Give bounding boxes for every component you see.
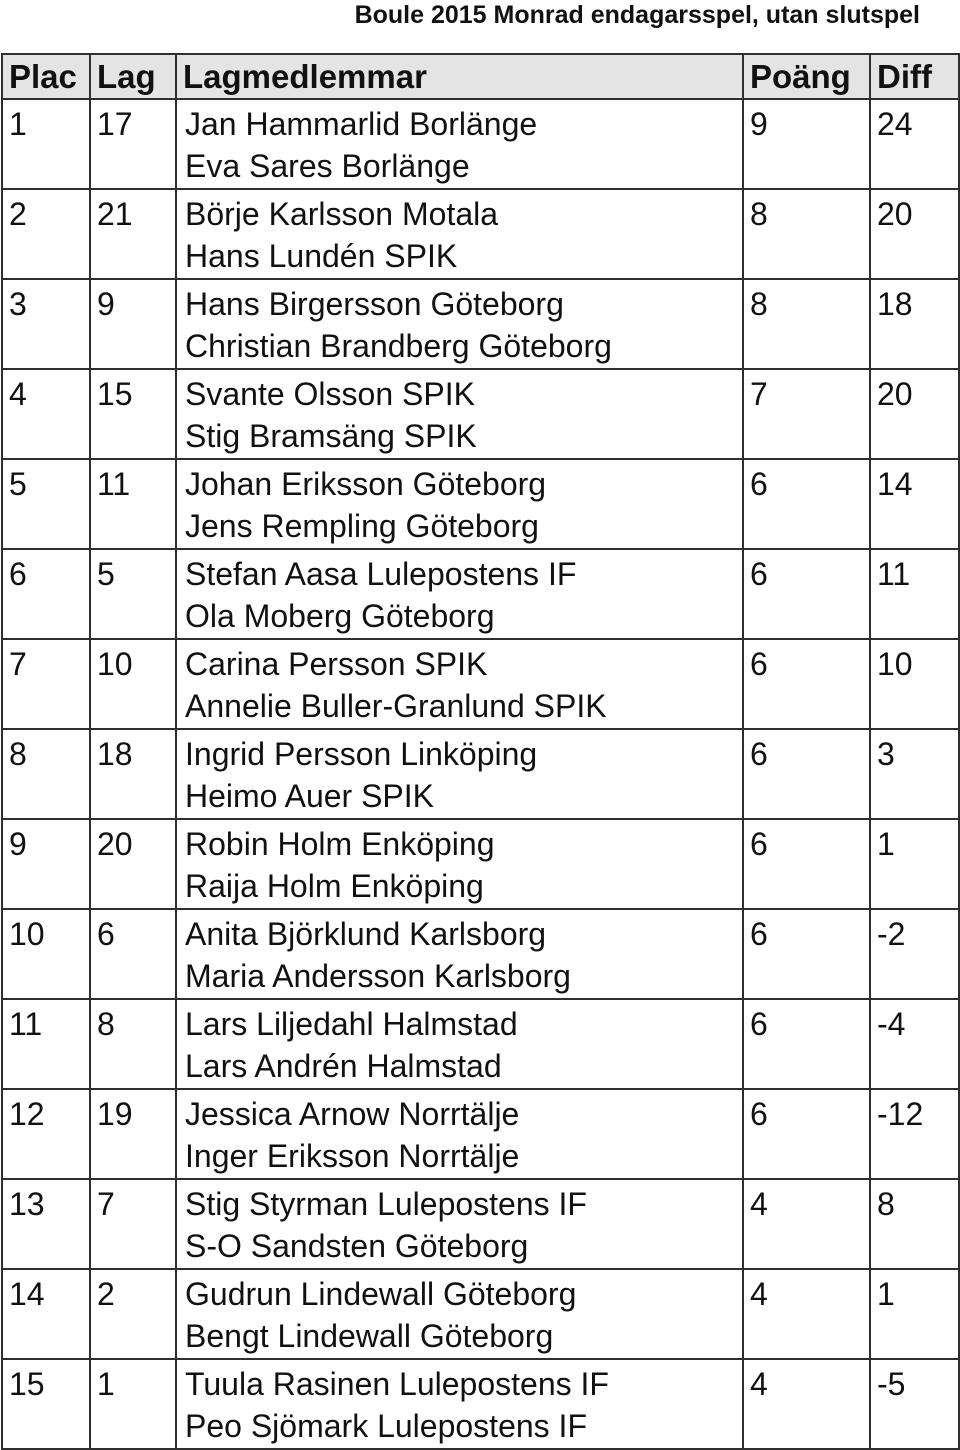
team-member: Ingrid Persson Linköping (185, 736, 538, 772)
team-member: Maria Andersson Karlsborg (185, 958, 571, 994)
team-member: Annelie Buller-Granlund SPIK (185, 688, 607, 724)
table-row (2, 729, 959, 819)
cell-lag: 10 (90, 639, 176, 729)
cell-plac: 14 (2, 1269, 90, 1359)
team-member: Carina Persson SPIK (185, 646, 488, 682)
cell-members (176, 639, 743, 729)
cell-plac: 2 (2, 189, 90, 279)
cell-poang: 6 (743, 639, 870, 729)
cell-lag: 20 (90, 819, 176, 909)
cell-diff: 20 (870, 369, 959, 459)
team-member: Svante Olsson SPIK (185, 376, 475, 412)
cell-lag: 18 (90, 729, 176, 819)
header-row (2, 54, 959, 99)
team-member: Jan Hammarlid Borlänge (185, 106, 538, 142)
cell-plac: 12 (2, 1089, 90, 1179)
cell-lag: 1 (90, 1359, 176, 1449)
header-plac: Plac (2, 54, 90, 99)
cell-lag: 2 (90, 1269, 176, 1359)
cell-diff: -4 (870, 999, 959, 1089)
cell-diff: 10 (870, 639, 959, 729)
team-member: S-O Sandsten Göteborg (185, 1228, 529, 1264)
cell-plac: 10 (2, 909, 90, 999)
cell-plac: 7 (2, 639, 90, 729)
team-member: Börje Karlsson Motala (185, 196, 499, 232)
cell-plac: 6 (2, 549, 90, 639)
team-member: Johan Eriksson Göteborg (185, 466, 547, 502)
table-row (2, 459, 959, 549)
team-member: Hans Lundén SPIK (185, 238, 458, 274)
cell-members (176, 1179, 743, 1269)
table-row (2, 819, 959, 909)
cell-lag: 17 (90, 99, 176, 189)
cell-poang: 4 (743, 1269, 870, 1359)
table-row (2, 1359, 959, 1449)
cell-lag: 8 (90, 999, 176, 1089)
cell-lag: 5 (90, 549, 176, 639)
table-row (2, 1089, 959, 1179)
team-member: Lars Liljedahl Halmstad (185, 1006, 518, 1042)
team-member: Tuula Rasinen Lulepostens IF (185, 1366, 609, 1402)
team-member: Raija Holm Enköping (185, 868, 484, 904)
cell-diff: 20 (870, 189, 959, 279)
cell-plac: 1 (2, 99, 90, 189)
table-row (2, 639, 959, 729)
header-lag: Lag (90, 54, 176, 99)
table-row (2, 909, 959, 999)
cell-plac: 11 (2, 999, 90, 1089)
cell-members (176, 1089, 743, 1179)
team-member: Gudrun Lindewall Göteborg (185, 1276, 577, 1312)
team-member: Robin Holm Enköping (185, 826, 495, 862)
cell-members (176, 549, 743, 639)
cell-lag: 21 (90, 189, 176, 279)
cell-poang: 6 (743, 909, 870, 999)
table-row (2, 1269, 959, 1359)
cell-lag: 15 (90, 369, 176, 459)
cell-plac: 13 (2, 1179, 90, 1269)
cell-poang: 6 (743, 819, 870, 909)
header-diff: Diff (870, 54, 959, 99)
cell-poang: 9 (743, 99, 870, 189)
cell-members (176, 459, 743, 549)
header-poang: Poäng (743, 54, 870, 99)
cell-diff: 11 (870, 549, 959, 639)
cell-members (176, 99, 743, 189)
cell-poang: 4 (743, 1179, 870, 1269)
cell-poang: 6 (743, 459, 870, 549)
cell-members (176, 1359, 743, 1449)
cell-poang: 8 (743, 189, 870, 279)
cell-poang: 4 (743, 1359, 870, 1449)
cell-plac: 4 (2, 369, 90, 459)
cell-plac: 8 (2, 729, 90, 819)
team-member: Stig Bramsäng SPIK (185, 418, 477, 454)
cell-poang: 6 (743, 549, 870, 639)
team-member: Eva Sares Borlänge (185, 148, 470, 184)
standings-table (1, 53, 960, 1450)
cell-members (176, 189, 743, 279)
table-row (2, 99, 959, 189)
cell-plac: 9 (2, 819, 90, 909)
team-member: Hans Birgersson Göteborg (185, 286, 564, 322)
team-member: Heimo Auer SPIK (185, 778, 434, 814)
team-member: Jessica Arnow Norrtälje (185, 1096, 520, 1132)
cell-plac: 15 (2, 1359, 90, 1449)
cell-lag: 6 (90, 909, 176, 999)
cell-poang: 6 (743, 1089, 870, 1179)
cell-diff: 8 (870, 1179, 959, 1269)
cell-plac: 5 (2, 459, 90, 549)
cell-diff: -12 (870, 1089, 959, 1179)
cell-diff: 3 (870, 729, 959, 819)
cell-diff: -2 (870, 909, 959, 999)
team-member: Stefan Aasa Lulepostens IF (185, 556, 577, 592)
team-member: Jens Rempling Göteborg (185, 508, 539, 544)
team-member: Ola Moberg Göteborg (185, 598, 495, 634)
cell-members (176, 999, 743, 1089)
cell-members (176, 909, 743, 999)
table-row (2, 279, 959, 369)
team-member: Inger Eriksson Norrtälje (185, 1138, 520, 1174)
cell-members (176, 1269, 743, 1359)
team-member: Stig Styrman Lulepostens IF (185, 1186, 587, 1222)
cell-diff: 24 (870, 99, 959, 189)
cell-diff: 14 (870, 459, 959, 549)
cell-diff: -5 (870, 1359, 959, 1449)
cell-poang: 6 (743, 729, 870, 819)
cell-diff: 18 (870, 279, 959, 369)
cell-members (176, 819, 743, 909)
standings-body (2, 99, 959, 1449)
cell-poang: 8 (743, 279, 870, 369)
cell-members (176, 729, 743, 819)
cell-lag: 11 (90, 459, 176, 549)
table-row (2, 1179, 959, 1269)
team-member: Christian Brandberg Göteborg (185, 328, 612, 364)
header-members: Lagmedlemmar (176, 54, 743, 99)
cell-plac: 3 (2, 279, 90, 369)
team-member: Anita Björklund Karlsborg (185, 916, 547, 952)
cell-diff: 1 (870, 819, 959, 909)
page-title: Boule 2015 Monrad endagarsspel, utan slutspel (354, 1, 920, 29)
cell-members (176, 279, 743, 369)
cell-poang: 7 (743, 369, 870, 459)
table-row (2, 549, 959, 639)
cell-lag: 9 (90, 279, 176, 369)
team-member: Bengt Lindewall Göteborg (185, 1318, 554, 1354)
cell-poang: 6 (743, 999, 870, 1089)
table-row (2, 369, 959, 459)
table-row (2, 999, 959, 1089)
cell-lag: 19 (90, 1089, 176, 1179)
cell-members (176, 369, 743, 459)
team-member: Peo Sjömark Lulepostens IF (185, 1408, 587, 1444)
team-member: Lars Andrén Halmstad (185, 1048, 502, 1084)
table-row (2, 189, 959, 279)
cell-diff: 1 (870, 1269, 959, 1359)
cell-lag: 7 (90, 1179, 176, 1269)
